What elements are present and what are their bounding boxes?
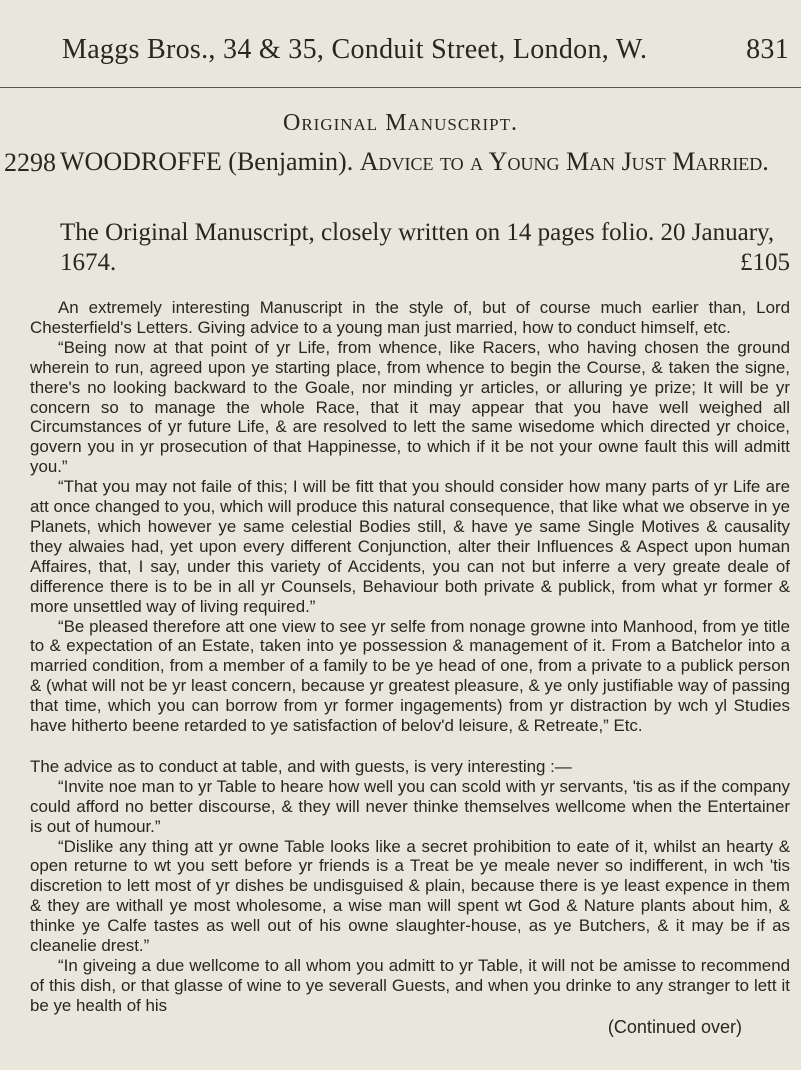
- advice-quote-1: “Invite noe man to yr Table to heare how well you can scold with yr servants, 'tis as if the company could afford no better discourse, & they will never thinke themselves wellcome when the Entertainer is out of humour.”: [30, 776, 790, 836]
- entry-heading: [60, 147, 790, 176]
- description-text: The Original Manuscript, closely written on 14 pages folio. 20 January, 1674.: [60, 219, 775, 276]
- entry-author: WOODROFFE (Benjamin).: [60, 147, 354, 176]
- publisher-name: Maggs Bros., 34 & 35, Conduit Street, London, W.: [62, 34, 648, 65]
- page-number: 831: [746, 34, 789, 65]
- running-head: [62, 34, 797, 66]
- quote-paragraph-1: “Being now at that point of yr Life, from whence, like Racers, who having chosen the ground wherein to run, agreed upon ye starting place, from whence to begin the Course, & taken the signe, there's no looking backward to the Goale, nor minding yr articles, or alluring ye prize; It will be yr concern so to manage the whole Race, that it may appear that you have well weighed all Circumstances of yr future Life, & are resolved to lett the same wisedome which directed yr choice, govern you in yr prosecution of that Happinesse, to which if it be not your owne fault this will admitt you.”: [30, 337, 790, 477]
- header-rule: [0, 87, 801, 88]
- advice-quote-2: “Dislike any thing att yr owne Table looks like a secret prohibition to eate of it, whilst an hearty & open returne to wt you sett before yr friends is a Treat be ye meale never so indifferent, in wch 'tis discretion to lett most of yr dishes be undisguised & plain, because there is ye least expence in them & they are withall ye most wholesome, a wise man will spent wt God & Nature plants about him, & thinke ye Calfe tastes as well out of his owne slaughter-house, as ye Butchers, & it may be if as cleanelie drest.”: [30, 836, 790, 956]
- advice-quote-3: “In giveing a due wellcome to all whom you admitt to yr Table, it will not be amisse to recommend of this dish, or that glasse of wine to ye severall Guests, and when you drinke to any stranger to lett it be ye health of his: [30, 956, 790, 1015]
- entry-description: [60, 218, 790, 278]
- lot-number: 2298: [4, 148, 56, 177]
- entry-title: Advice to a Young Man Just Married.: [359, 147, 769, 176]
- quote-paragraph-3: “Be pleased therefore att one view to see yr selfe from nonage growne into Manhood, from ye title to & expectation of an Estate, taken into ye possession & management of it. From a Batchelor into a married condition, from a member of a family to be ye head of one, from a private to a publick person & (what will not be yr least concern, because yr greatest pleasure, & ye only justifiable way of passing that time, which you can borrow from yr former ingagements) from yr distraction by wch yl Studies have hitherto beene retarded to ye satisfaction of belov'd leisure, & Retreate,” Etc.: [30, 616, 790, 736]
- entry-body: [30, 298, 790, 1038]
- section-heading: Original Manuscript.: [282, 110, 518, 136]
- summary-paragraph: An extremely interesting Manuscript in the style of, but of course much earlier than, Lord Chesterfield's Letters. Giving advice to a young man just married, how to conduct himself, etc.: [30, 298, 790, 337]
- continued-note: (Continued over): [607, 1016, 742, 1037]
- quote-paragraph-2: “That you may not faile of this; I will be fitt that you should consider how many parts of yr Life are att once changed to you, which will produce this natural consequence, that like what we observe in ye Planets, which however ye same celestial Bodies still, & have ye same Single Motives & causality they alwaies had, yet upon every different Conjunction, alter their Influences & Aspect upon human Affaires, that, I say, under this variety of Accidents, you can not but inferre a very greate deale of difference there is to be in all yr Counsels, Behaviour both private & publick, from what yr former & more unsettled way of living required.”: [30, 477, 790, 616]
- price: £105: [740, 249, 790, 276]
- advice-intro: The advice as to conduct at table, and with guests, is very interesting :—: [30, 756, 572, 776]
